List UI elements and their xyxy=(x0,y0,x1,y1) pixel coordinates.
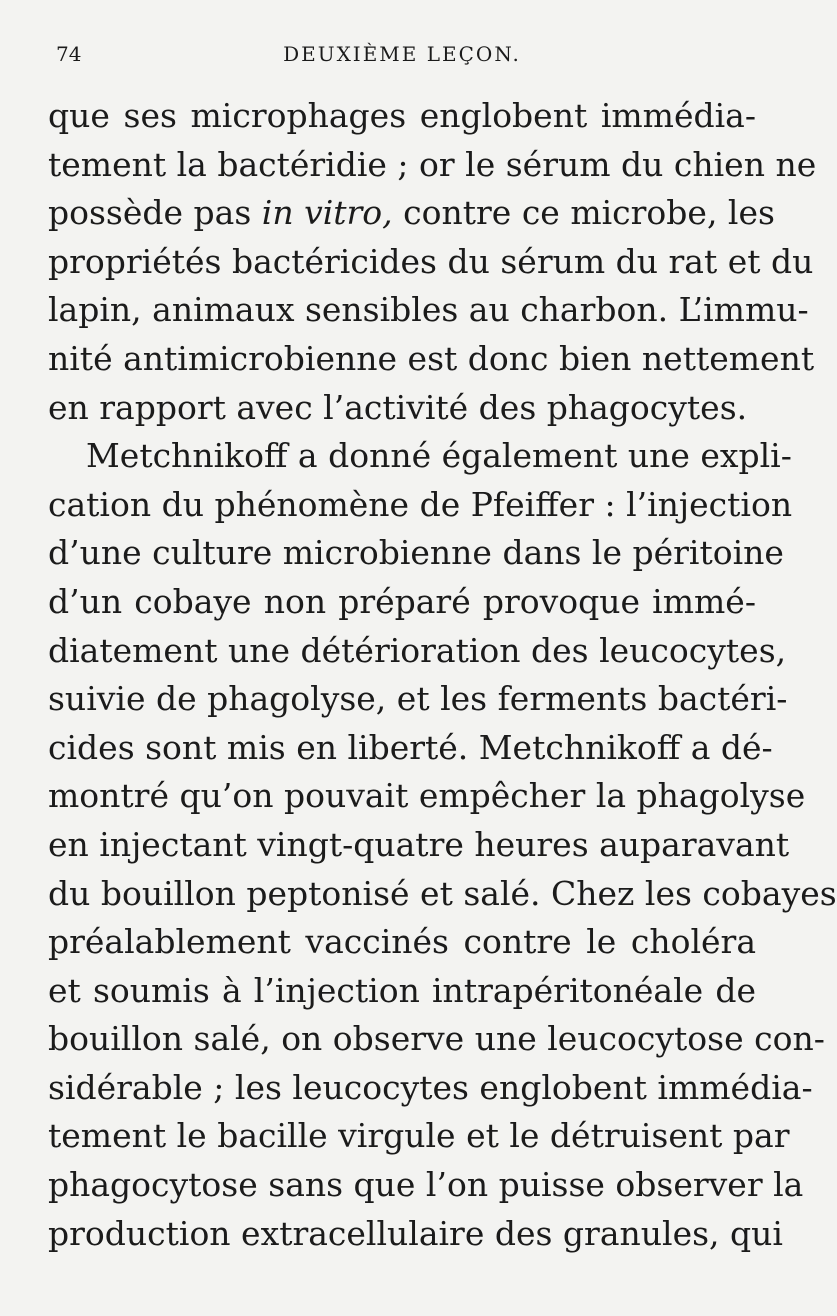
text-line: du bouillon peptonisé et salé. Chez les cobayes xyxy=(48,873,837,913)
text-line: que ses microphages englobent immédia- xyxy=(48,96,756,135)
paragraph-start-line: Metchnikoff a donné également une expli- xyxy=(86,436,792,476)
section-title: DEUXIÈME LEÇON. xyxy=(283,42,521,66)
text-line: sidérable ; les leucocytes englobent immédia- xyxy=(48,1067,813,1107)
text-line: phagocytose sans que l’on puisse observer la xyxy=(48,1165,804,1205)
text-line: production extracellulaire des granules, qui xyxy=(48,1213,783,1253)
text-line: bouillon salé, on observe une leucocytose con- xyxy=(48,1019,825,1059)
italic-phrase: in vitro, xyxy=(261,193,393,233)
text-line: et soumis à l’injection intrapéritonéale de xyxy=(48,970,756,1010)
text-line: propriétés bactéricides du sérum du rat et du xyxy=(48,241,814,281)
text-line: suivie de phagolyse, et les ferments bactéri- xyxy=(48,679,788,719)
text-line: tement la bactéridie ; or le sérum du chien ne xyxy=(48,144,817,184)
text-line: d’un cobaye non préparé provoque immé- xyxy=(48,581,756,621)
text-line: préalablement vaccinés contre le choléra xyxy=(48,922,756,962)
body-text xyxy=(48,92,837,1258)
text-line: d’une culture microbienne dans le péritoine xyxy=(48,533,784,573)
paragraph-end-line: en rapport avec l’activité des phagocytes. xyxy=(48,387,748,427)
text-line xyxy=(48,189,775,238)
text-line: cides sont mis en liberté. Metchnikoff a dé- xyxy=(48,727,773,767)
text-segment: contre ce microbe, les xyxy=(403,193,775,233)
text-segment: possède pas xyxy=(48,193,252,233)
text-line: en injectant vingt-quatre heures auparavant xyxy=(48,824,790,864)
text-line: montré qu’on pouvait empêcher la phagolyse xyxy=(48,776,806,816)
text-line: lapin, animaux sensibles au charbon. L’immu- xyxy=(48,290,809,330)
text-line: diatement une détérioration des leucocytes, xyxy=(48,630,787,670)
page-number: 74 xyxy=(56,42,82,66)
text-line: tement le bacille virgule et le détruisent par xyxy=(48,1116,790,1156)
text-line: nité antimicrobienne est donc bien nettement xyxy=(48,338,815,378)
text-line: cation du phénomène de Pfeiffer : l’injection xyxy=(48,484,793,524)
running-head xyxy=(48,38,756,86)
